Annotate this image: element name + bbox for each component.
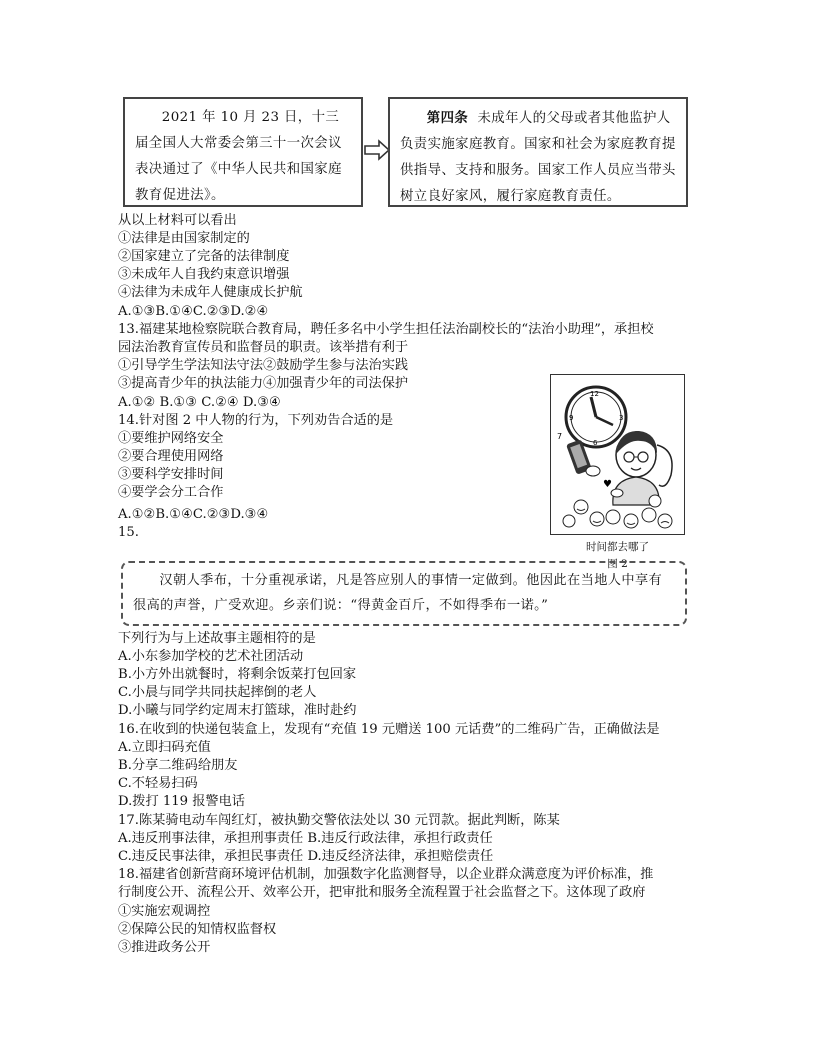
q13-stem-line2: 园法治教育宣传员和监督员的职责。该举措有利于 [118,340,409,355]
svg-text:12: 12 [590,390,599,398]
svg-text:3: 3 [619,414,624,422]
q15-option-c: C.小晨与同学共同扶起摔倒的老人 [118,685,317,700]
material-left-box [123,97,363,207]
q15-story-text: 汉朝人季布，十分重视承诺，凡是答应别人的事情一定做到。他因此在当地人中享有很高的声誉，广受欢迎。乡亲们说：“得黄金百斤，不如得季布一诺。” [133,573,663,613]
q15-option-d: D.小曦与同学约定周末打篮球，准时赴约 [118,703,357,718]
q13-stem-line1: 13.福建某地检察院联合教育局，聘任多名中小学生担任法治副校长的“法治小助理”，承担校 [118,322,654,337]
q15-story-box [121,561,687,626]
article-text: 未成年人的父母或者其他监护人负责实施家庭教育。国家和社会为家庭教育提供指导、支持和服务。国家工作人员应当带头树立良好家风，履行家庭教育责任。 [400,111,676,204]
q16-option-b: B.分享二维码给朋友 [118,758,238,773]
q12-item-1: ①法律是由国家制定的 [118,231,250,246]
material-left-text: 2021 年 10 月 23 日，十三届全国人大常委会第三十一次会议表决通过了《中华人民共和国家庭教育促进法》。 [135,110,342,203]
q16-option-d: D.拨打 119 报警电话 [118,794,245,809]
figure-2-illustration [550,374,685,535]
q14-options: A.①②B.①④C.②③D.③④ [118,507,269,522]
q14-stem: 14.针对图 2 中人物的行为，下列劝告合适的是 [118,413,394,428]
q15-option-b: B.小方外出就餐时，将剩余饭菜打包回家 [118,667,357,682]
q16-option-c: C.不轻易扫码 [118,776,198,791]
q18-stem-line1: 18.福建省创新营商环境评估机制，加强数字化监测督导，以企业群众满意度为评价标准，推 [118,867,654,882]
q18-item-2: ②保障公民的知情权监督权 [118,922,277,937]
q15-stem: 下列行为与上述故事主题相符的是 [118,631,316,646]
q14-item-4: ④要学会分工合作 [118,485,224,500]
q16-stem: 16.在收到的快递包装盒上，发现有“充值 19 元赠送 100 元话费”的二维码广告，正确做法是 [118,722,660,737]
q16-option-a: A.立即扫码充值 [118,740,211,755]
material-right-text [400,105,676,210]
q17-options-cd: C.违反民事法律，承担民事责任 D.违反经济法律，承担赔偿责任 [118,849,494,864]
q12-item-4: ④法律为未成年人健康成长护航 [118,285,303,300]
svg-text:9: 9 [569,414,574,422]
svg-text:7: 7 [557,432,563,441]
q12-item-2: ②国家建立了完备的法律制度 [118,249,290,264]
q17-options-ab: A.违反刑事法律，承担刑事责任 B.违反行政法律，承担行政责任 [118,831,493,846]
q15-option-a: A.小东参加学校的艺术社团活动 [118,649,304,664]
q12-item-3: ③未成年人自我约束意识增强 [118,267,290,282]
figure-2-label: 图 2 [607,558,628,570]
q17-stem: 17.陈某骑电动车闯红灯，被执勤交警依法处以 30 元罚款。据此判断，陈某 [118,813,560,828]
q15-number: 15. [118,525,139,540]
figure-2-caption: 时间都去哪了 [586,541,649,553]
svg-text:6: 6 [593,439,598,447]
q14-item-2: ②要合理使用网络 [118,449,224,464]
q18-item-3: ③推进政务公开 [118,940,211,955]
q13-options: A.①② B.①③ C.②④ D.③④ [118,395,281,410]
q18-item-1: ①实施宏观调控 [118,904,211,919]
q13-item-2: ③提高青少年的执法能力④加强青少年的司法保护 [118,376,409,391]
q14-item-1: ①要维护网络安全 [118,431,224,446]
q13-item-1: ①引导学生学法知法守法②鼓励学生参与法治实践 [118,358,409,373]
q14-item-3: ③要科学安排时间 [118,467,224,482]
material-right-box [388,97,688,207]
q18-stem-line2: 行制度公开、流程公开、效率公开，把审批和服务全流程置于社会监督之下。这体现了政府 [118,885,646,900]
q12-options: A.①③B.①④C.②③D.②④ [118,304,269,319]
arrow-right-icon [364,139,390,161]
q12-stem: 从以上材料可以看出 [118,213,237,228]
svg-text:♥: ♥ [603,479,612,490]
article-label: 第四条 [426,110,469,126]
